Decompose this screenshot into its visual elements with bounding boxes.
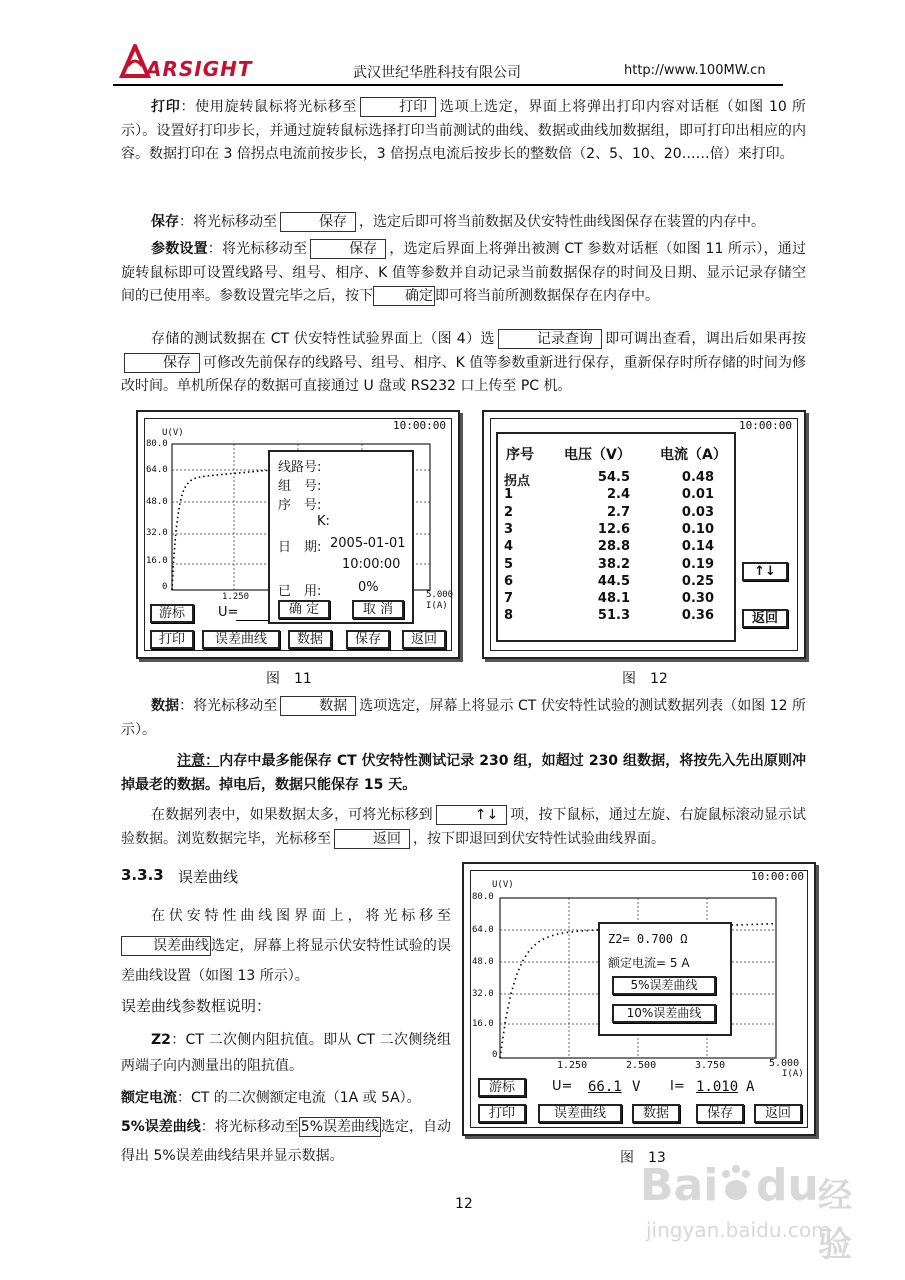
fig11-data-button[interactable]: 数据: [288, 630, 332, 649]
label-rated: 额定电流: [121, 1090, 177, 1106]
watermark-url: jingyan.baidu.com: [646, 1218, 831, 1242]
fig13-xtick-1: 2.500: [626, 1060, 657, 1071]
key-error-curve: 误差曲线: [121, 936, 211, 956]
para-scroll: 在数据列表中，如果数据太多，可将光标移到 ↑↓ 项，按下鼠标，通过左旋、右旋鼠标滚动显示试验数据。浏览数据完毕，光标移至 返回 ，按下即退回到伏安特性试验曲线界面。: [121, 807, 807, 847]
page-number: 12: [455, 1196, 473, 1212]
dlg-time: 10:00:00: [342, 557, 401, 572]
fig12-cell-r5-c2: 0.19: [681, 556, 714, 572]
fig13-time: 10:00:00: [751, 870, 804, 883]
key-record-query: 记录查询: [498, 329, 602, 349]
fig13-u-unit: V: [632, 1079, 641, 1095]
figure-11-screen: [136, 410, 460, 659]
fig13-ytick-2: 48.0: [472, 957, 494, 967]
fig13-i-label: I=: [670, 1079, 685, 1094]
fig11-ytick-1: 64.0: [146, 465, 168, 475]
company-url[interactable]: http://www.100MW.cn: [624, 63, 766, 78]
fig11-u-label: U=: [218, 605, 239, 620]
fig12-header-no: 序号: [506, 447, 534, 463]
fig13-xtick-2: 3.750: [695, 1060, 726, 1071]
label-5pct: 5%误差曲线: [121, 1119, 201, 1135]
fig12-cell-r0-c2: 0.48: [681, 470, 714, 485]
fig12-header-current: 电流（A）: [660, 447, 727, 463]
watermark-brand-2: du: [756, 1160, 819, 1211]
fig11-cursor-button[interactable]: 游标: [150, 604, 194, 623]
fig12-cell-r3-c2: 0.10: [681, 521, 714, 537]
key-5pct: 5%误差曲线: [300, 1119, 379, 1135]
para-rated: 额定电流：CT 的二次侧额定电流（1A 或 5A）。: [121, 1090, 421, 1106]
fig11-print-button[interactable]: 打印: [150, 630, 194, 649]
para-z2: Z2：CT 二次侧内阻抗值。即从 CT 二次侧绕组两端子向内测量出的阻抗值。: [121, 1032, 451, 1074]
subtitle-param-box: 误差曲线参数框说明：: [121, 997, 272, 1015]
fig12-cell-r0-c0: 拐点: [504, 474, 531, 489]
figure-13-screen: [462, 862, 816, 1136]
fig11-x-label: I(A): [426, 601, 448, 611]
fig12-cell-r8-c0: 8: [504, 608, 514, 624]
logo-text: ARSIGHT: [146, 57, 253, 81]
dlg-ok-button[interactable]: 确 定: [278, 600, 330, 619]
fig13-print-button[interactable]: 打印: [478, 1104, 526, 1123]
fig12-time: 10:00:00: [739, 419, 792, 432]
fig12-cell-r7-c2: 0.30: [681, 591, 714, 607]
fig12-cell-r3-c0: 3: [504, 521, 514, 537]
fig12-cell-r1-c1: 2.4: [606, 487, 630, 503]
fig12-cell-r6-c1: 44.5: [597, 573, 630, 589]
fig13-xtick-0: 1.250: [557, 1060, 588, 1071]
fig13-save-button[interactable]: 保存: [696, 1104, 744, 1123]
label-z2: Z2: [151, 1032, 171, 1048]
key-ok: 确定: [373, 286, 435, 306]
fig12-cell-r0-c1: 54.5: [597, 470, 630, 485]
fig13-ytick-0: 80.0: [472, 892, 494, 902]
fig13-5pct-button[interactable]: 5%误差曲线: [612, 976, 716, 995]
para-param: 参数设置：将光标移动至 保存 ，选定后界面上将弹出被测 CT 参数对话框（如图 11 所示），通过旋转鼠标即可设置线路号、组号、相序、K 值等参数并自动记录当前数据保存的时间及日期、显示记录存储空间的已使用率。参数设置完毕之后，按下 确定 即可将当前所测数据保存在内存中。: [121, 241, 807, 304]
fig12-cell-r4-c0: 4: [504, 539, 514, 555]
para-save: 保存：将光标移动至 保存 ，选定后即可将当前数据及伏安特性曲线图保存在装置的内存中。: [151, 214, 765, 230]
key-save-2: 保存: [310, 239, 386, 259]
fig13-ytick-1: 64.0: [472, 925, 494, 935]
fig12-cell-r5-c0: 5: [504, 556, 514, 572]
dlg-used: 0%: [358, 580, 379, 595]
fig12-cell-r5-c1: 38.2: [597, 556, 630, 572]
dlg-group-no[interactable]: 组 号:: [278, 479, 322, 494]
dlg-cancel-button[interactable]: 取 消: [352, 600, 404, 619]
fig12-cell-r1-c0: 1: [504, 487, 514, 503]
fig13-ytick-4: 16.0: [472, 1019, 494, 1029]
para-note: 注意：内存中最多能保存 CT 伏安特性测试记录 230 组，如超过 230 组数据，将按先入先出原则冲掉最老的数据。掉电后，数据只能保存 15 天。: [121, 753, 806, 793]
section-number: 3.3.3: [121, 866, 164, 884]
dlg-k[interactable]: K:: [317, 514, 330, 529]
fig12-cell-r2-c2: 0.03: [681, 504, 714, 520]
dlg-line-no[interactable]: 线路号:: [278, 460, 322, 475]
key-back: 返回: [334, 829, 410, 849]
fig11-ytick-0: 80.0: [146, 439, 168, 449]
label-print: 打印: [151, 99, 181, 115]
label-save: 保存: [151, 214, 179, 230]
fig11-ytick-4: 16.0: [146, 556, 168, 566]
key-save-3: 保存: [124, 353, 200, 373]
fig11-ytick-5: 0: [162, 582, 168, 592]
fig11-xtick-0: 1.250: [222, 592, 250, 602]
fig11-error-curve-button[interactable]: 误差曲线: [202, 630, 280, 649]
key-print: 打印: [360, 97, 436, 117]
fig11-ytick-2: 48.0: [146, 497, 168, 507]
figure-12-caption: 图 12: [622, 671, 668, 687]
header: [0, 0, 905, 90]
para-error-curve: 在伏安特性曲线图界面上，将光标移至误差曲线 选定，屏幕上将显示伏安特性试验的误差曲线设置（如图 13 所示）。: [121, 908, 451, 984]
fig12-cell-r6-c0: 6: [504, 573, 514, 589]
fig12-cell-r4-c1: 28.8: [597, 539, 630, 555]
fig12-cell-r7-c1: 48.1: [597, 591, 630, 607]
fig13-z2: Z2= 0.700 Ω: [608, 932, 688, 946]
dlg-used-label: 已 用:: [278, 584, 322, 599]
dlg-date-label: 日 期:: [278, 540, 322, 555]
watermark: [640, 1160, 880, 1270]
fig13-xtick-3: 5.000: [769, 1058, 800, 1069]
fig13-rated: 额定电流= 5 A: [608, 956, 690, 970]
fig12-cell-r7-c0: 7: [504, 591, 514, 607]
fig12-cell-r2-c0: 2: [504, 504, 514, 520]
fig11-save-button[interactable]: 保存: [346, 630, 390, 649]
dlg-phase[interactable]: 序 号:: [278, 498, 322, 513]
company-name: 武汉世纪华胜科技有限公司: [353, 65, 521, 81]
watermark-suffix: 经验: [818, 1176, 852, 1265]
label-data: 数据: [151, 698, 180, 714]
fig11-u-underline: [236, 620, 268, 621]
watermark-brand: Bai: [640, 1160, 719, 1211]
fig12-cell-r6-c2: 0.25: [681, 573, 714, 589]
para-5pct: 5%误差曲线：将光标移动至 5%误差曲线 选定，自动得出 5%误差曲线结果并显示数据。: [121, 1119, 451, 1164]
fig12-cell-r3-c1: 12.6: [597, 521, 630, 537]
label-note: 注意：: [177, 753, 220, 769]
fig13-y-label: U(V): [492, 880, 514, 890]
fig11-xtick-1: 5.000: [426, 590, 454, 600]
fig13-x-label: I(A): [782, 1069, 804, 1079]
fig12-cell-r2-c1: 2.7: [606, 504, 630, 520]
fig13-u-value: 66.1: [588, 1079, 622, 1095]
dlg-date: 2005-01-01: [330, 536, 406, 551]
fig13-error-curve-button[interactable]: 误差曲线: [538, 1104, 622, 1123]
key-data: 数据: [280, 696, 356, 716]
fig11-param-dialog: [268, 450, 414, 624]
fig12-cell-r8-c2: 0.36: [681, 608, 714, 624]
fig13-data-button[interactable]: 数据: [632, 1104, 680, 1123]
fig12-cell-r4-c2: 0.14: [681, 539, 714, 555]
para-store: 存储的测试数据在 CT 伏安特性试验界面上（图 4）选 记录查询 即可调出查看，调出后如果再按保存 可修改先前保存的线路号、组号、相序、K 值等参数重新进行保存，重新保存时所存储的时间为修改时间。单机所保存的数据可直接通过 U 盘或 RS232 口上传至 PC 机。: [121, 331, 806, 394]
figure-11-caption: 图 11: [266, 671, 312, 687]
fig13-i-value: 1.010: [696, 1079, 739, 1095]
fig13-10pct-button[interactable]: 10%误差曲线: [612, 1004, 716, 1023]
header-divider: [113, 84, 783, 86]
figure-13-caption: 图 13: [620, 1150, 666, 1166]
fig13-ytick-5: 0: [492, 1050, 498, 1060]
fig11-y-label: U(V): [162, 428, 184, 438]
section-title: 误差曲线: [178, 868, 239, 886]
fig13-error-dialog: [598, 922, 732, 1036]
fig12-cell-r8-c1: 51.3: [597, 608, 630, 624]
fig13-ytick-3: 32.0: [472, 989, 494, 999]
fig13-i-unit: A: [746, 1079, 755, 1095]
para-print: 打印：使用旋转鼠标将光标移至 打印 选项上选定，界面上将弹出打印内容对话框（如图 10 所示）。设置好打印步长，并通过旋转鼠标选择打印当前测试的曲线、数据或曲线加数据组，即可打印出相应的内容。数据打印在 3 倍拐点电流前按步长，3 倍拐点电流后按步长的整数倍（2、5、10、20……倍）来打印。: [121, 99, 806, 162]
fig12-back-button[interactable]: 返回: [742, 609, 788, 628]
key-scroll: ↑↓: [436, 805, 507, 825]
fig11-back-button[interactable]: 返回: [402, 630, 446, 649]
fig13-u-label: U=: [552, 1079, 573, 1094]
para-data: 数据：将光标移动至 数据 选项选定，屏幕上将显示 CT 伏安特性试验的测试数据列表（如图 12 所示）。: [121, 698, 807, 738]
fig11-ytick-3: 32.0: [146, 528, 168, 538]
fig11-time: 10:00:00: [393, 419, 446, 432]
key-save: 保存: [280, 212, 356, 232]
paw-icon: [718, 1164, 754, 1204]
figure-12-screen: [482, 410, 806, 659]
fig13-cursor-button[interactable]: 游标: [478, 1078, 526, 1097]
fig12-scroll-button[interactable]: ↑↓: [742, 562, 788, 581]
label-param: 参数设置: [151, 241, 208, 257]
fig12-header-voltage: 电压（V）: [564, 447, 631, 463]
fig12-cell-r1-c2: 0.01: [681, 487, 714, 503]
fig13-back-button[interactable]: 返回: [754, 1104, 802, 1123]
